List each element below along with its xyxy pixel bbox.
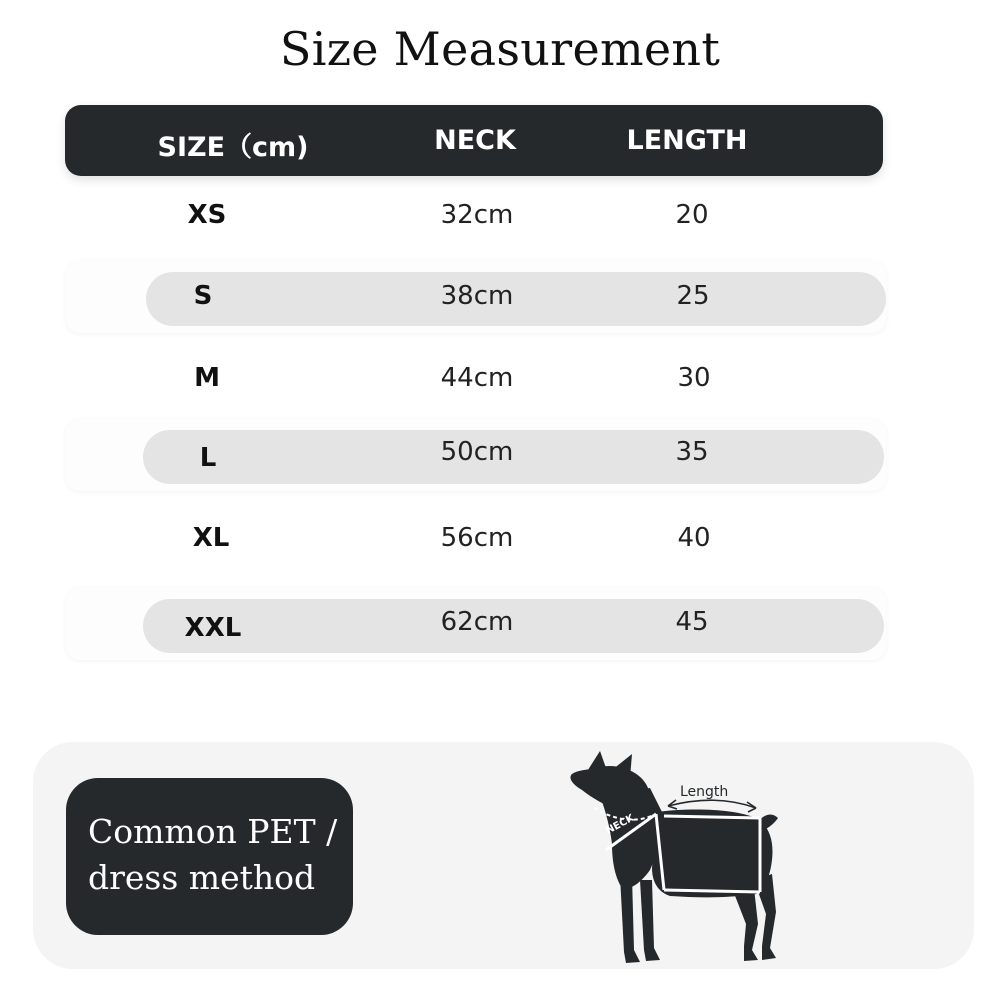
size-cell: XS [187, 200, 227, 230]
table-row [0, 419, 1000, 489]
page-title: Size Measurement [279, 22, 721, 76]
table-header [65, 105, 883, 176]
size-cell: M [194, 363, 220, 393]
size-cell: L [199, 443, 217, 473]
neck-cell: 44cm [440, 363, 514, 393]
table-row [0, 510, 1000, 580]
neck-cell: 32cm [440, 200, 514, 230]
table-row [0, 185, 1000, 255]
length-cell: 20 [675, 200, 709, 230]
neck-label: NECK [604, 812, 637, 837]
neck-cell: 62cm [440, 607, 514, 637]
row-pill [143, 430, 884, 484]
neck-cell: 50cm [440, 437, 514, 467]
length-label: Length [680, 784, 729, 800]
size-cell: S [193, 281, 213, 311]
dog-silhouette-icon [570, 751, 778, 963]
length-cell: 45 [675, 607, 709, 637]
method-line-1: Common PET / [88, 812, 338, 851]
dog-measurement-diagram [560, 748, 800, 973]
header-size: SIZE（cm) [157, 132, 309, 163]
method-line-2: dress method [88, 858, 316, 897]
neck-cell: 38cm [440, 281, 514, 311]
length-cell: 35 [675, 437, 709, 467]
method-box [66, 778, 353, 935]
row-pill [146, 272, 886, 326]
table-row [0, 348, 1000, 418]
row-pill [143, 599, 884, 653]
neck-cell: 56cm [440, 523, 514, 553]
length-cell: 30 [677, 363, 711, 393]
header-neck: NECK [434, 125, 516, 156]
header-length: LENGTH [626, 125, 748, 156]
length-cell: 40 [677, 523, 711, 553]
size-cell: XXL [184, 613, 242, 643]
length-cell: 25 [676, 281, 710, 311]
table-row [0, 588, 1000, 658]
table-row [0, 261, 1000, 331]
size-cell: XL [192, 523, 230, 553]
